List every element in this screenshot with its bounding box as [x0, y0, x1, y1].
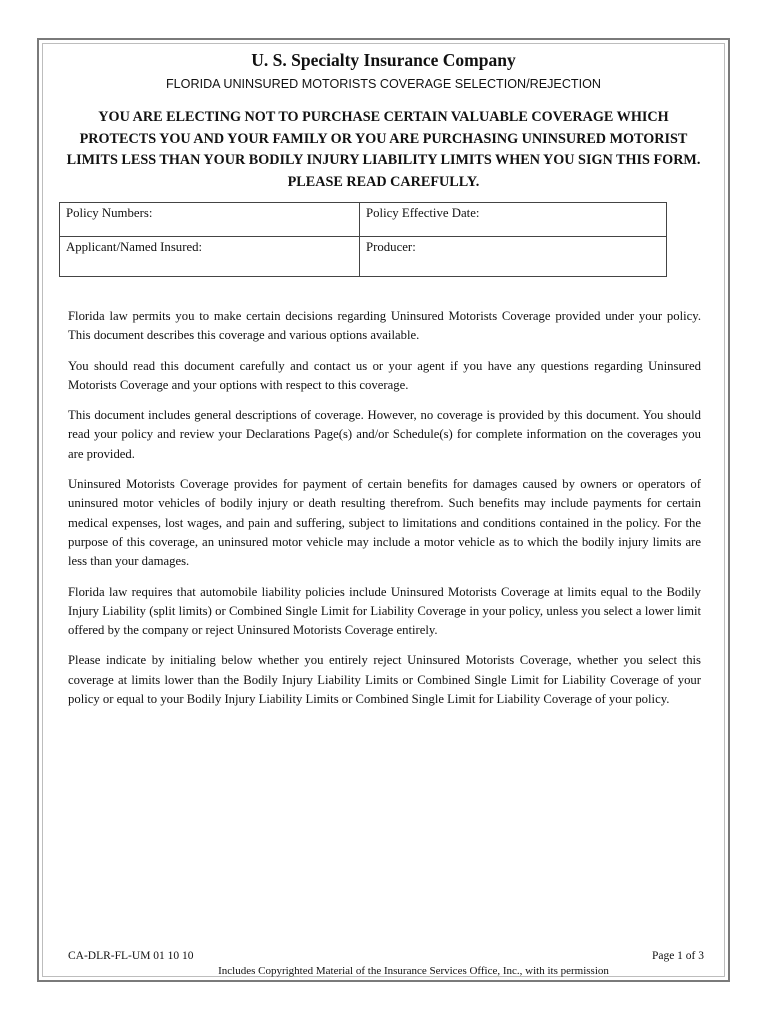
document-page: [37, 38, 730, 982]
paragraph-coverage-description: Uninsured Motorists Coverage provides for payment of certain benefits for damages caused by owners or operators of uninsured motor vehicles of bodily injury or death resulting therefrom. Such benefits may include payments for certain medical expenses, lost wages, and pain and suffering, subject to limitations and conditions contained in the policy. For the purpose of this coverage, an uninsured motor vehicle may include a motor vehicle as to which the bodily injury limits are less than your damages.: [68, 477, 701, 569]
policy-effective-date-field[interactable]: Policy Effective Date:: [360, 203, 667, 237]
form-title: FLORIDA UNINSURED MOTORISTS COVERAGE SELECTION/REJECTION: [165, 77, 601, 91]
producer-field[interactable]: Producer:: [360, 237, 667, 277]
form-code: CA-DLR-FL-UM 01 10 10: [68, 950, 194, 962]
paragraph-intro: Florida law permits you to make certain decisions regarding Uninsured Motorists Coverage provided under your policy. This document describes this coverage and various options available.: [68, 309, 701, 343]
copyright-notice: Includes Copyrighted Material of the Insurance Services Office, Inc., with its permission: [218, 965, 609, 977]
body-text: [68, 307, 701, 720]
company-name: U. S. Specialty Insurance Company: [251, 50, 516, 70]
paragraph-read-carefully: You should read this document carefully and contact us or your agent if you have any questions regarding Uninsured Motorists Coverage and your options with respect to this coverage.: [68, 358, 701, 392]
paragraph-initial-instructions: Please indicate by initialing below whether you entirely reject Uninsured Motorists Coverage, whether you select this coverage at limits lower than the Bodily Injury Liability Limits or Combined Single Limit for Liability Coverage of your policy or equal to your Bodily Injury Liability Limits or Combined Single Limit for Liability Coverage of your policy.: [68, 653, 701, 707]
paragraph-general-descriptions: This document includes general descriptions of coverage. However, no coverage is provided by this document. You should read your policy and review your Declarations Page(s) and/or Schedule(s) for complete information on the coverages you are provided.: [68, 408, 701, 461]
paragraph-florida-law: Florida law requires that automobile liability policies include Uninsured Motorists Coverage at limits equal to the Bodily Injury Liability (split limits) or Combined Single Limit for Liability Coverage in your policy, unless you select a lower limit offered by the company or reject Uninsured Motorists Coverage entirely.: [68, 584, 701, 638]
policy-numbers-field[interactable]: Policy Numbers:: [60, 203, 360, 237]
policy-info-table: [59, 202, 667, 277]
warning-notice: YOU ARE ELECTING NOT TO PURCHASE CERTAIN VALUABLE COVERAGE WHICH PROTECTS YOU AND YOUR FAMILY OR YOU ARE PURCHASING UNINSURED MOTORIST LIMITS LESS THAN YOUR BODILY INJURY LIABILITY LIMITS WHEN YOU SIGN THIS FORM. PLEASE READ CAREFULLY.: [66, 109, 701, 190]
applicant-field[interactable]: Applicant/Named Insured:: [60, 237, 360, 277]
page-number: Page 1 of 3: [651, 950, 704, 962]
